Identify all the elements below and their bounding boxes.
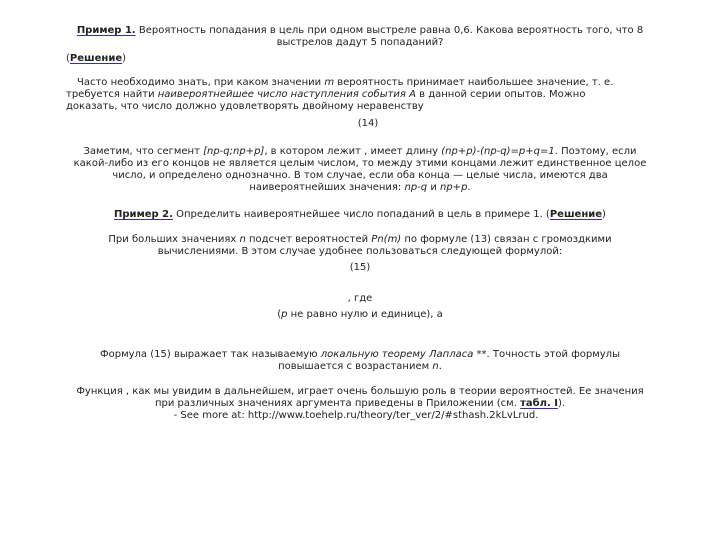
expr-pn: Pn(m) bbox=[371, 234, 402, 245]
text: **. Точность этой формулы bbox=[473, 349, 620, 360]
example2-title: Пример 2. bbox=[114, 209, 173, 220]
p-condition-line bbox=[0, 309, 720, 321]
text: при различных значениях аргумента приведены в Приложении (см. bbox=[154, 398, 521, 409]
text: подсчет вероятностей bbox=[245, 234, 372, 245]
text: требуется найти bbox=[66, 89, 158, 100]
paragraph6-line1: Функция , как мы увидим в дальнейшем, играет очень большую роль в теории вероятностей. Ее значения bbox=[76, 386, 644, 397]
paragraph1-line2 bbox=[66, 89, 585, 101]
text: повышается с возрастанием bbox=[278, 361, 433, 372]
text: , в котором лежит , имеет длину bbox=[264, 146, 442, 157]
where-line: , где bbox=[347, 293, 373, 304]
var-m: m bbox=[324, 77, 335, 88]
paragraph2-line1 bbox=[0, 146, 720, 158]
text: . bbox=[467, 182, 471, 193]
paragraph1-line3: доказать, что число должно удовлетворять двойному неравенству bbox=[66, 101, 424, 112]
example1-text-line2: выстрелов дадут 5 попаданий? bbox=[276, 37, 444, 48]
expr: np-q bbox=[404, 182, 428, 193]
example2-text: Определить наивероятнейшее число попаданий в цель в примере 1. ( bbox=[172, 209, 550, 220]
paragraph1-line1 bbox=[77, 77, 613, 89]
text: не равно нулю и единице), а bbox=[287, 309, 443, 320]
text: При больших значениях bbox=[108, 234, 240, 245]
var-p: p bbox=[281, 309, 288, 320]
italic-term: наивероятнейшее число наступления события А bbox=[157, 89, 416, 100]
source-line: - See more at: http://www.toehelp.ru/theory/ter_ver/2/#sthash.2kLvLrud. bbox=[173, 410, 539, 421]
paragraph2-line3: число, и определено однозначно. В том случае, если оба конца — целые числа, имеются два bbox=[112, 170, 608, 181]
paragraph5-line1 bbox=[0, 349, 720, 361]
example1-solution-line bbox=[66, 53, 126, 65]
length-expr: (np+p)-(np-q)=p+q=1 bbox=[441, 146, 555, 157]
text: Часто необходимо знать, при каком значении bbox=[77, 77, 325, 88]
paragraph2-line4 bbox=[0, 182, 720, 194]
paragraph2-line2: какой-либо из его концов не является целым числом, то между этими концами лежит единственное целое bbox=[73, 158, 647, 169]
text: ( bbox=[277, 309, 282, 320]
var-n: n bbox=[432, 361, 439, 372]
text: по формуле (13) связан с громоздкими bbox=[401, 234, 612, 245]
segment-expr: [np-q;np+p] bbox=[203, 146, 265, 157]
example2-solution-link[interactable]: Решение bbox=[549, 209, 603, 220]
paren-close: ) bbox=[122, 53, 127, 64]
laplace-term: локальную теорему Лапласа bbox=[320, 349, 474, 360]
text: . bbox=[438, 361, 442, 372]
text: Заметим, что сегмент bbox=[83, 146, 204, 157]
example1-solution-link[interactable]: Решение bbox=[69, 53, 123, 64]
text: в данной серии опытов. Можно bbox=[415, 89, 586, 100]
var-n: n bbox=[239, 234, 246, 245]
text: и bbox=[427, 182, 440, 193]
paren-close: ) bbox=[602, 209, 606, 220]
text: ). bbox=[557, 398, 566, 409]
paragraph5-line2 bbox=[0, 361, 720, 373]
formula-14-number: (14) bbox=[357, 118, 379, 129]
text: . Поэтому, если bbox=[554, 146, 637, 157]
text: наивероятнейших значения: bbox=[249, 182, 405, 193]
expr: np+p bbox=[440, 182, 468, 193]
paragraph6-line2 bbox=[0, 398, 720, 410]
paren-open: ( bbox=[66, 53, 70, 64]
example1-title: Пример 1. bbox=[76, 25, 136, 36]
paragraph3-line2: вычислениями. В этом случае удобнее пользоваться следующей формулой: bbox=[157, 246, 563, 257]
example1-text-line1: Вероятность попадания в цель при одном выстреле равна 0,6. Какова вероятность того, что 8 bbox=[135, 25, 644, 36]
text: Формула (15) выражает так называемую bbox=[100, 349, 321, 360]
paragraph3-line1 bbox=[0, 234, 720, 246]
table-1-link[interactable]: табл. I bbox=[520, 398, 558, 409]
text: вероятность принимает наибольшее значение, т. е. bbox=[334, 77, 614, 88]
formula-15-number: (15) bbox=[349, 262, 371, 273]
example2-line bbox=[0, 209, 720, 221]
example1-line1 bbox=[0, 25, 720, 37]
